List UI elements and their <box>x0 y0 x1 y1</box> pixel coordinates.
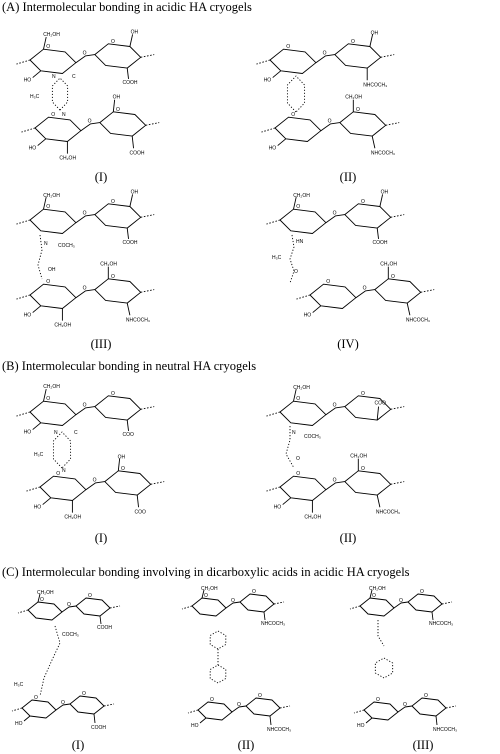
atom-label: O <box>403 702 407 708</box>
atom-label: NHCOCH₃ <box>375 509 400 516</box>
sugar-ring <box>412 698 446 716</box>
bond-line <box>127 228 128 239</box>
atom-label: O <box>46 44 51 51</box>
atom-label: HO <box>23 77 32 84</box>
atom-label: CH₂OH <box>100 261 117 268</box>
bond-line <box>381 55 395 58</box>
atom-label: H₃C <box>30 94 40 100</box>
atom-label: OH <box>370 30 379 37</box>
bond-line <box>141 407 155 410</box>
bond-line <box>33 71 41 78</box>
bond-path <box>290 235 294 283</box>
atom-label: COOH <box>372 239 388 246</box>
atom-label: COOH <box>122 79 138 86</box>
bond-line <box>372 136 375 148</box>
sugar-ring <box>340 112 386 136</box>
bond-path <box>38 235 42 279</box>
sugar-ring <box>408 594 442 612</box>
section-a-heading: (A) Intermolecular bonding in acidic HA cryogels <box>2 0 252 14</box>
section-c-heading: (C) Intermolecular bonding involving in dicarboxylic acids in acidic HA cryogels <box>2 565 410 579</box>
bond-line <box>432 612 433 620</box>
bond-line <box>267 220 281 224</box>
atom-label: O <box>82 285 87 292</box>
bond-line <box>270 716 271 725</box>
atom-label: O <box>82 402 87 409</box>
sugar-ring <box>30 49 76 73</box>
sugar-ring <box>30 401 76 425</box>
atom-label: HO <box>357 723 365 729</box>
atom-label: OH <box>130 29 139 36</box>
sugar-ring <box>100 112 146 136</box>
atom-label: OH <box>117 454 126 461</box>
sugar-ring <box>280 476 326 500</box>
bond-line <box>17 412 31 416</box>
aromatic-ring <box>210 665 226 683</box>
atom-label: OH <box>112 94 121 101</box>
sugar-ring <box>246 698 280 716</box>
bond-line <box>283 498 291 505</box>
bond-line <box>200 718 206 723</box>
atom-label: HO <box>303 312 312 319</box>
atom-label: O <box>82 50 87 57</box>
atom-label: N <box>44 241 48 247</box>
structure-a2 <box>250 28 500 168</box>
sugar-ring <box>22 700 56 718</box>
bond-line <box>391 482 405 485</box>
atom-label: O <box>296 396 301 403</box>
atom-label: O <box>286 44 291 51</box>
bond-line <box>262 128 276 132</box>
atom-label: CH₂OH <box>369 586 386 592</box>
atom-label: O <box>40 597 44 603</box>
bond-line <box>391 407 405 410</box>
sugar-ring <box>345 204 391 228</box>
atom-label: HO <box>15 721 23 727</box>
sugar-ring <box>95 279 141 303</box>
sugar-ring <box>345 471 391 495</box>
structure-c2 <box>168 588 338 736</box>
bond-line <box>110 606 120 608</box>
section-b-heading: (B) Intermolecular bonding in neutral HA cryogels <box>2 359 257 373</box>
bond-line <box>421 290 435 293</box>
bond-path <box>378 620 384 646</box>
atom-label: HO <box>273 504 282 511</box>
atom-label: O <box>391 273 395 280</box>
atom-label: O <box>121 465 125 472</box>
atom-label: O <box>46 396 51 403</box>
atom-label: O <box>399 598 403 604</box>
sugar-ring <box>95 396 141 420</box>
atom-label: O <box>327 118 332 125</box>
atom-label: O <box>111 273 115 280</box>
atom-label: NHCOCH₃ <box>267 727 291 733</box>
bond-line <box>127 68 128 79</box>
atom-label: NHCOCH₃ <box>405 317 430 324</box>
bond-line <box>137 495 138 507</box>
bond-line <box>446 706 456 708</box>
bond-line <box>280 706 290 708</box>
atom-label: HO <box>23 312 32 319</box>
atom-label: O <box>111 198 115 205</box>
atom-label: O <box>326 279 331 286</box>
sugar-ring <box>240 594 274 612</box>
atom-label: O <box>46 279 51 286</box>
bond-line <box>43 498 51 505</box>
bond-line <box>100 616 101 624</box>
atom-label: O <box>34 695 38 701</box>
bond-line <box>257 60 271 64</box>
panel-c3-label: (III) <box>412 738 434 752</box>
bond-line <box>94 714 95 723</box>
atom-label: O <box>87 118 92 125</box>
bond-line <box>33 423 41 430</box>
structure-a3 <box>0 189 250 335</box>
atom-label: COOH <box>91 725 106 731</box>
atom-label: COCH₃ <box>58 243 75 249</box>
bond-line <box>141 55 155 58</box>
atom-label: CH₂OH <box>43 193 60 200</box>
atom-label: COOH <box>122 239 138 246</box>
panel-a3-label: (III) <box>90 337 112 351</box>
atom-label: O <box>372 593 376 599</box>
atom-label: N <box>62 468 66 474</box>
atom-label: CH₂OH <box>201 586 218 592</box>
bond-line <box>151 482 165 485</box>
bond-line <box>377 228 378 239</box>
atom-label: O <box>51 112 56 119</box>
bond-line <box>354 710 364 713</box>
bond-line <box>127 420 128 431</box>
structure-c1 <box>0 588 170 736</box>
atom-label: COO <box>134 509 146 516</box>
atom-label: O <box>424 693 428 699</box>
bond-line <box>130 34 133 46</box>
bond-line <box>366 718 372 723</box>
atom-label: H₃C <box>14 682 24 688</box>
bond-line <box>297 295 311 299</box>
hbond-ring <box>53 432 70 468</box>
atom-label: CH₂OH <box>350 453 367 460</box>
bond-line <box>17 60 31 64</box>
atom-label: O <box>376 697 380 703</box>
sugar-ring <box>30 284 76 308</box>
bond-line <box>313 306 321 313</box>
atom-label: HO <box>23 429 32 436</box>
atom-label: C <box>74 430 78 436</box>
atom-label: NHCOCH₃ <box>261 621 285 627</box>
atom-label: CH₂OH <box>293 385 310 392</box>
sugar-ring <box>76 598 110 616</box>
atom-label: O <box>361 465 365 472</box>
atom-label: O <box>82 691 86 697</box>
sugar-ring <box>95 204 141 228</box>
atom-label: O <box>291 112 296 119</box>
panel-c1-label: (I) <box>71 738 85 752</box>
bond-line <box>132 136 133 148</box>
atom-label: O <box>231 598 235 604</box>
atom-label: CH₂OH <box>380 261 397 268</box>
atom-label: CH₂OH <box>345 94 362 101</box>
atom-label: O <box>294 269 298 275</box>
bond-line <box>18 610 28 613</box>
bond-line <box>264 612 265 620</box>
atom-label: O <box>362 285 367 292</box>
atom-label: CH₂OH <box>59 155 77 162</box>
atom-label: COO <box>122 431 134 438</box>
hbond-ring <box>287 76 304 112</box>
bond-line <box>141 290 155 293</box>
bond-line <box>436 716 437 725</box>
bond-line <box>113 100 114 112</box>
bond-line <box>273 71 281 78</box>
bond-line <box>350 606 360 609</box>
atom-label: O <box>332 210 337 217</box>
atom-label: O <box>420 589 424 595</box>
panel-a1-label: (I) <box>94 170 108 184</box>
bond-line <box>141 215 155 218</box>
bond-line <box>17 295 31 299</box>
bond-line <box>377 407 378 421</box>
bond-line <box>104 704 114 706</box>
structure-a4 <box>250 189 500 335</box>
atom-label: HO <box>268 145 277 152</box>
atom-label: O <box>332 477 337 484</box>
structure-b1 <box>0 382 250 527</box>
atom-label: O <box>210 697 214 703</box>
sugar-ring <box>70 696 104 714</box>
atom-label: O <box>204 593 208 599</box>
atom-label: COOH <box>97 625 112 631</box>
sugar-ring <box>310 284 356 308</box>
atom-label: COO <box>374 400 386 407</box>
atom-label: HO <box>263 77 272 84</box>
atom-label: O <box>88 593 92 599</box>
atom-label: O <box>361 198 365 205</box>
sugar-ring <box>275 117 321 141</box>
bond-line <box>182 606 192 609</box>
atom-label: NHCOCH₃ <box>363 82 388 89</box>
atom-label: O <box>82 210 87 217</box>
atom-label: N <box>62 112 66 118</box>
atom-label: HN <box>296 239 304 245</box>
bond-line <box>146 123 160 126</box>
bond-line <box>24 716 30 721</box>
atom-label: O <box>252 589 256 595</box>
atom-label: CH₂OH <box>43 32 60 39</box>
atom-label: CH₂OH <box>304 514 322 521</box>
atom-label: O <box>296 471 301 478</box>
atom-label: O <box>67 602 71 608</box>
structure-a1 <box>0 28 250 168</box>
atom-label: HO <box>191 723 199 729</box>
bond-line <box>278 139 286 146</box>
atom-label: H₃C <box>272 255 282 261</box>
bond-line <box>38 139 46 146</box>
panel-a2-label: (II) <box>339 170 357 184</box>
atom-label: OH <box>48 267 56 273</box>
atom-label: O <box>56 471 61 478</box>
sugar-ring <box>40 476 86 500</box>
panel-a4-label: (IV) <box>337 337 359 351</box>
aromatic-ring <box>210 631 226 649</box>
bond-line <box>127 303 130 315</box>
atom-label: CH₂OH <box>293 193 310 200</box>
atom-label: CH₂OH <box>64 514 82 521</box>
bond-path <box>40 626 60 696</box>
atom-label: O <box>61 700 65 706</box>
atom-label: CH₂OH <box>43 384 60 391</box>
atom-label: O <box>111 390 115 397</box>
structure-c3 <box>334 588 500 736</box>
atom-label: HO <box>33 504 42 511</box>
bond-line <box>188 710 198 713</box>
atom-label: NHCOCH₃ <box>433 727 457 733</box>
sugar-ring <box>105 471 151 495</box>
sugar-ring <box>280 209 326 233</box>
panel-c2-label: (II) <box>237 738 255 752</box>
sugar-ring <box>30 209 76 233</box>
sugar-ring <box>360 598 394 616</box>
aromatic-ring <box>375 658 392 678</box>
sugar-ring <box>364 702 398 720</box>
sugar-ring <box>28 602 62 620</box>
bond-line <box>442 602 452 604</box>
bond-line <box>386 123 400 126</box>
panel-b1-label: (I) <box>94 531 108 545</box>
bond-line <box>407 303 410 315</box>
atom-label: O <box>111 38 115 45</box>
atom-label: O <box>356 106 360 113</box>
sugar-ring <box>335 44 381 68</box>
bond-line <box>12 708 22 711</box>
sugar-ring <box>192 598 226 616</box>
atom-label: OH <box>130 189 139 196</box>
atom-label: COCH₃ <box>62 632 79 638</box>
atom-label: OH <box>380 189 389 196</box>
atom-label: CH₂OH <box>37 590 54 596</box>
bond-line <box>377 495 380 507</box>
atom-label: N <box>54 430 58 436</box>
atom-label: O <box>351 38 355 45</box>
bond-line <box>267 487 281 491</box>
bond-line <box>17 220 31 224</box>
atom-label: O <box>92 477 97 484</box>
bond-line <box>22 128 36 132</box>
atom-label: C <box>72 74 76 80</box>
atom-label: O <box>237 702 241 708</box>
panel-b2-label: (II) <box>339 531 357 545</box>
bond-line <box>27 487 41 491</box>
bond-line <box>130 194 133 206</box>
atom-label: N <box>52 74 56 80</box>
atom-label: NHCOCH₃ <box>125 317 150 324</box>
bond-line <box>267 412 281 416</box>
atom-label: O <box>258 693 262 699</box>
bond-line <box>391 215 405 218</box>
atom-label: O <box>296 204 301 211</box>
atom-label: O <box>296 456 300 462</box>
bond-line <box>33 306 41 313</box>
sugar-ring <box>270 49 316 73</box>
sugar-ring <box>198 702 232 720</box>
hbond-ring <box>52 78 67 110</box>
atom-label: O <box>332 402 337 409</box>
atom-label: HO <box>28 145 37 152</box>
atom-label: NHCOCH₃ <box>370 150 395 157</box>
atom-label: O <box>322 50 327 57</box>
atom-label: O <box>46 204 51 211</box>
atom-label: NHCOCH₃ <box>429 621 453 627</box>
sugar-ring <box>95 44 141 68</box>
sugar-ring <box>35 117 81 141</box>
sugar-ring <box>345 396 391 420</box>
atom-label: CH₂OH <box>54 322 72 329</box>
bond-line <box>274 602 284 604</box>
structure-b2 <box>250 382 500 527</box>
sugar-ring <box>280 401 326 425</box>
atom-label: COOH <box>129 150 145 157</box>
sugar-ring <box>375 279 421 303</box>
bond-line <box>380 194 383 206</box>
atom-label: O <box>116 106 120 113</box>
atom-label: COCH₃ <box>304 434 321 440</box>
atom-label: O <box>361 390 365 397</box>
atom-label: H₃C <box>34 452 44 458</box>
atom-label: N <box>292 430 296 436</box>
